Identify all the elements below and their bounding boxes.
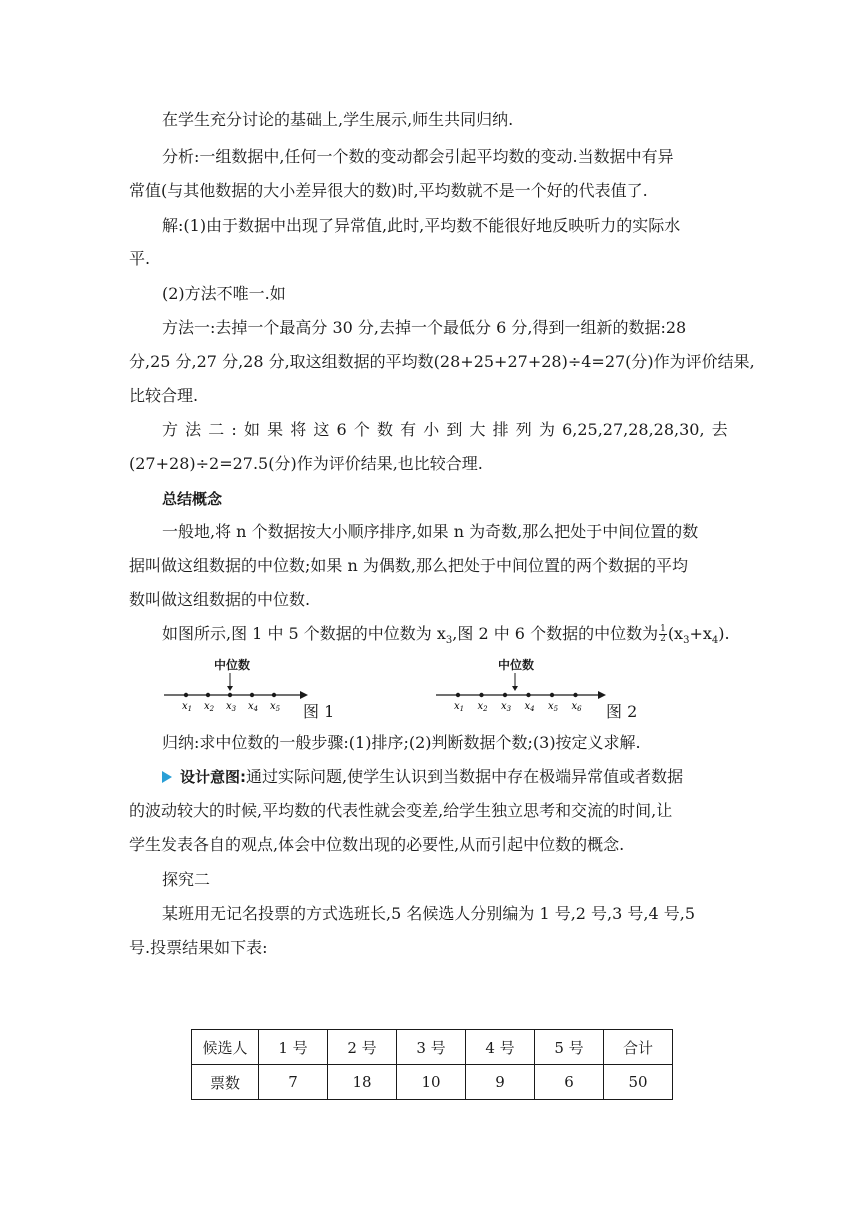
data-points bbox=[182, 693, 281, 713]
data-point bbox=[206, 693, 210, 697]
word: 二 bbox=[208, 420, 225, 439]
data-point bbox=[456, 693, 460, 697]
paragraph-method2-line2: (27+28)÷2=27.5(分)作为评价结果,也比较合理. bbox=[129, 454, 483, 473]
word: 为 bbox=[538, 420, 555, 439]
word: 小 bbox=[423, 420, 440, 439]
word: 列 bbox=[515, 420, 532, 439]
text-span: 通过实际问题,使学生认识到当数据中存在极端异常值或者数据 bbox=[246, 767, 684, 786]
paragraph-method1-line1: 方法一:去掉一个最高分 30 分,去掉一个最低分 6 分,得到一组新的数据:28 bbox=[162, 318, 687, 337]
figure-2-caption: 图 2 bbox=[606, 702, 638, 721]
paragraph-steps: 归纳:求中位数的一般步骤:(1)排序;(2)判断数据个数;(3)按定义求解. bbox=[162, 733, 641, 752]
paragraph-vote-line1: 某班用无记名投票的方式选班长,5 名候选人分别编为 1 号,2 号,3 号,4 号,5 bbox=[162, 904, 696, 923]
triangle-marker-icon bbox=[162, 771, 172, 783]
point-label: $x_5$ bbox=[548, 701, 559, 713]
paragraph-definition-line3: 数叫做这组数据的中位数. bbox=[129, 590, 311, 609]
paragraph-vote-line2: 号.投票结果如下表: bbox=[129, 938, 268, 957]
data-point bbox=[272, 693, 276, 697]
point-label: $x_3$ bbox=[501, 701, 512, 713]
figure-1-caption: 图 1 bbox=[303, 702, 335, 721]
paragraph-analysis-line1: 分析:一组数据中,任何一个数的变动都会引起平均数的变动.当数据中有异 bbox=[162, 147, 674, 166]
word: : bbox=[231, 420, 237, 439]
text-span: ,图 2 中 6 个数据的中位数为 bbox=[452, 624, 659, 643]
section-heading-summary: 总结概念 bbox=[162, 490, 223, 508]
table-cell: 6 bbox=[535, 1065, 604, 1100]
axis-arrow bbox=[598, 691, 606, 699]
data-point bbox=[184, 693, 188, 697]
word: 到 bbox=[446, 420, 463, 439]
point-label: $x_3$ bbox=[226, 701, 237, 713]
word: 这 bbox=[313, 420, 330, 439]
paragraph-method1-line2: 分,25 分,27 分,28 分,取这组数据的平均数(28+25+27+28)÷4=27(分)作为评价结果, bbox=[129, 352, 755, 371]
vote-table bbox=[191, 1029, 673, 1100]
word: 将 bbox=[290, 420, 307, 439]
word: 去 bbox=[711, 420, 728, 439]
paragraph-method2-line1 bbox=[162, 420, 728, 440]
table-row bbox=[192, 1065, 673, 1100]
text-span: 如图所示,图 1 中 5 个数据的中位数为 x bbox=[162, 624, 446, 643]
design-intent-label: 设计意图: bbox=[180, 768, 246, 786]
paragraph-definition-line1: 一般地,将 n 个数据按大小顺序排序,如果 n 为奇数,那么把处于中间位置的数 bbox=[162, 522, 699, 541]
table-cell: 3 号 bbox=[397, 1030, 466, 1065]
median-label: 中位数 bbox=[214, 658, 251, 672]
table-cell: 合计 bbox=[604, 1030, 673, 1065]
figure-1 bbox=[164, 656, 314, 716]
point-label: $x_1$ bbox=[454, 701, 465, 713]
paragraph-definition-line2: 据叫做这组数据的中位数;如果 n 为偶数,那么把处于中间位置的两个数据的平均 bbox=[129, 556, 688, 575]
data-point bbox=[573, 693, 577, 697]
table-cell: 10 bbox=[397, 1065, 466, 1100]
word: 个 bbox=[353, 420, 370, 439]
data-points bbox=[454, 693, 582, 713]
fraction-numerator: 1 bbox=[660, 624, 666, 634]
data-point bbox=[479, 693, 483, 697]
point-label: $x_2$ bbox=[204, 701, 215, 713]
paragraph-figure-intro bbox=[162, 624, 762, 651]
paragraph-design-line3: 学生发表各自的观点,体会中位数出现的必要性,从而引起中位数的概念. bbox=[129, 835, 625, 854]
subscript: 3 bbox=[445, 635, 453, 647]
median-arrowhead bbox=[227, 686, 233, 691]
data-point bbox=[250, 693, 254, 697]
paragraph-design-line1 bbox=[162, 767, 762, 787]
subscript: 3 bbox=[683, 635, 690, 647]
table-cell: 18 bbox=[328, 1065, 397, 1100]
data-point bbox=[550, 693, 554, 697]
median-arrowhead bbox=[512, 686, 518, 691]
paragraph-design-line2: 的波动较大的时候,平均数的代表性就会变差,给学生独立思考和交流的时间,让 bbox=[129, 801, 673, 820]
paragraph-solution-line1: 解:(1)由于数据中出现了异常值,此时,平均数不能很好地反映听力的实际水 bbox=[162, 216, 681, 235]
word: 排 bbox=[492, 420, 509, 439]
table-cell: 候选人 bbox=[192, 1030, 259, 1065]
text-span: (x bbox=[667, 624, 684, 643]
table-cell: 1 号 bbox=[259, 1030, 328, 1065]
paragraph-intro: 在学生充分讨论的基础上,学生展示,师生共同归纳. bbox=[162, 110, 514, 129]
text-span: +x bbox=[689, 624, 712, 643]
fraction bbox=[659, 625, 667, 644]
table-cell: 50 bbox=[604, 1065, 673, 1100]
point-label: $x_6$ bbox=[571, 701, 582, 713]
word: 方 bbox=[162, 420, 179, 439]
subscript: 4 bbox=[711, 635, 719, 647]
fraction-denominator: 2 bbox=[660, 634, 666, 644]
paragraph-analysis-line2: 常值(与其他数据的大小差异很大的数)时,平均数就不是一个好的代表值了. bbox=[129, 181, 648, 200]
point-label: $x_4$ bbox=[248, 701, 259, 713]
word: 果 bbox=[267, 420, 284, 439]
data-point bbox=[526, 693, 530, 697]
word: 6 bbox=[336, 420, 347, 439]
axis-arrow bbox=[300, 691, 308, 699]
text-span: ). bbox=[718, 624, 730, 643]
table-cell: 9 bbox=[466, 1065, 535, 1100]
section-heading-explore2: 探究二 bbox=[162, 870, 211, 889]
figure-2 bbox=[436, 656, 616, 716]
table-cell: 5 号 bbox=[535, 1030, 604, 1065]
point-label: $x_2$ bbox=[477, 701, 488, 713]
table-cell: 票数 bbox=[192, 1065, 259, 1100]
word: 如 bbox=[243, 420, 260, 439]
paragraph-method-intro: (2)方法不唯一.如 bbox=[162, 284, 286, 303]
point-label: $x_5$ bbox=[270, 701, 281, 713]
word: 大 bbox=[469, 420, 486, 439]
point-label: $x_1$ bbox=[182, 701, 193, 713]
table-cell: 7 bbox=[259, 1065, 328, 1100]
median-label: 中位数 bbox=[498, 658, 535, 672]
table-header-row bbox=[192, 1030, 673, 1065]
point-label: $x_4$ bbox=[524, 701, 535, 713]
word: 有 bbox=[400, 420, 417, 439]
data-point bbox=[228, 693, 232, 697]
table-cell: 4 号 bbox=[466, 1030, 535, 1065]
word: 数 bbox=[376, 420, 393, 439]
table-cell: 2 号 bbox=[328, 1030, 397, 1065]
data-point bbox=[503, 693, 507, 697]
paragraph-solution-line2: 平. bbox=[129, 249, 151, 268]
word: 6,25,27,28,28,30, bbox=[562, 420, 705, 439]
word: 法 bbox=[185, 420, 202, 439]
paragraph-method1-line3: 比较合理. bbox=[129, 386, 199, 405]
